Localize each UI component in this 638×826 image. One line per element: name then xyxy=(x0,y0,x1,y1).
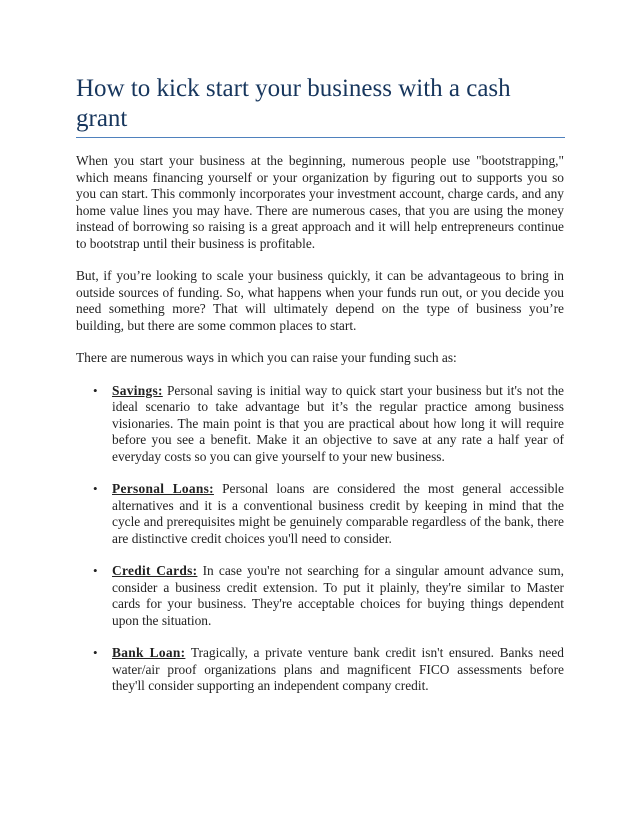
list-item-term: Savings: xyxy=(112,382,163,398)
bullet-icon: • xyxy=(93,481,98,496)
bullet-icon: • xyxy=(93,382,98,398)
list-item-term: Bank Loan: xyxy=(112,645,186,660)
page-title: How to kick start your business with a cash grant xyxy=(76,75,511,132)
bullet-icon: • xyxy=(93,645,98,660)
list-item-savings xyxy=(93,382,564,466)
funding-options-list xyxy=(76,383,564,695)
list-item-text: Personal saving is initial way to quick start your business but it's not the ideal scenario to take advantage but it’s the regular practice among business visionaries. The main point is that you are practical about how long it will require before you see a benefit. Make it an objective to save at any rate a half year of everyday costs so you can give yourself to your new business. xyxy=(112,382,564,464)
list-item-term: Credit Cards: xyxy=(112,563,198,578)
list-item-text: Personal loans are considered the most general accessible alternatives and it is a conventional business credit by keeping in mind that the cycle and prerequisites might be genuinely comparable regardless of the bank, there are distinctive credit choices you'll need to consider. xyxy=(112,481,564,546)
funding-lead-paragraph: There are numerous ways in which you can raise your funding such as: xyxy=(76,350,457,365)
list-item-text: Tragically, a private venture bank credit isn't ensured. Banks need water/air proof organizations plans and magnificent FICO assessments before they'll consider supporting an independent company credit. xyxy=(112,645,564,693)
document-body xyxy=(76,153,564,711)
list-item-personal-loans xyxy=(93,481,564,547)
intro-paragraph: When you start your business at the beginning, numerous people use "bootstrapping," which means financing yourself or your organization by figuring out to supports you so you can start. This commonly incorporates your investment account, charge cards, and any home value lines you may have. There are numerous cases, that you are using the money instead of borrowing so raising is a great approach and it will help entrepreneurs continue to bootstrap until their business is profitable. xyxy=(76,153,564,251)
list-item-bank-loan xyxy=(93,645,564,695)
list-item-text: In case you're not searching for a singular amount advance sum, consider a business credit extension. To put it plainly, they're similar to Master cards for your business. They're acceptable choices for buying things dependent upon the situation. xyxy=(112,563,564,628)
scaling-paragraph: But, if you’re looking to scale your business quickly, it can be advantageous to bring in outside sources of funding. So, what happens when your funds run out, or you decide you need something more? That will ultimately depend on the type of business you’re building, but there are some common places to start. xyxy=(76,268,564,333)
bullet-icon: • xyxy=(93,563,98,578)
list-item-credit-cards xyxy=(93,563,564,629)
title-underline-rule xyxy=(76,137,565,138)
list-item-term: Personal Loans: xyxy=(112,481,214,496)
